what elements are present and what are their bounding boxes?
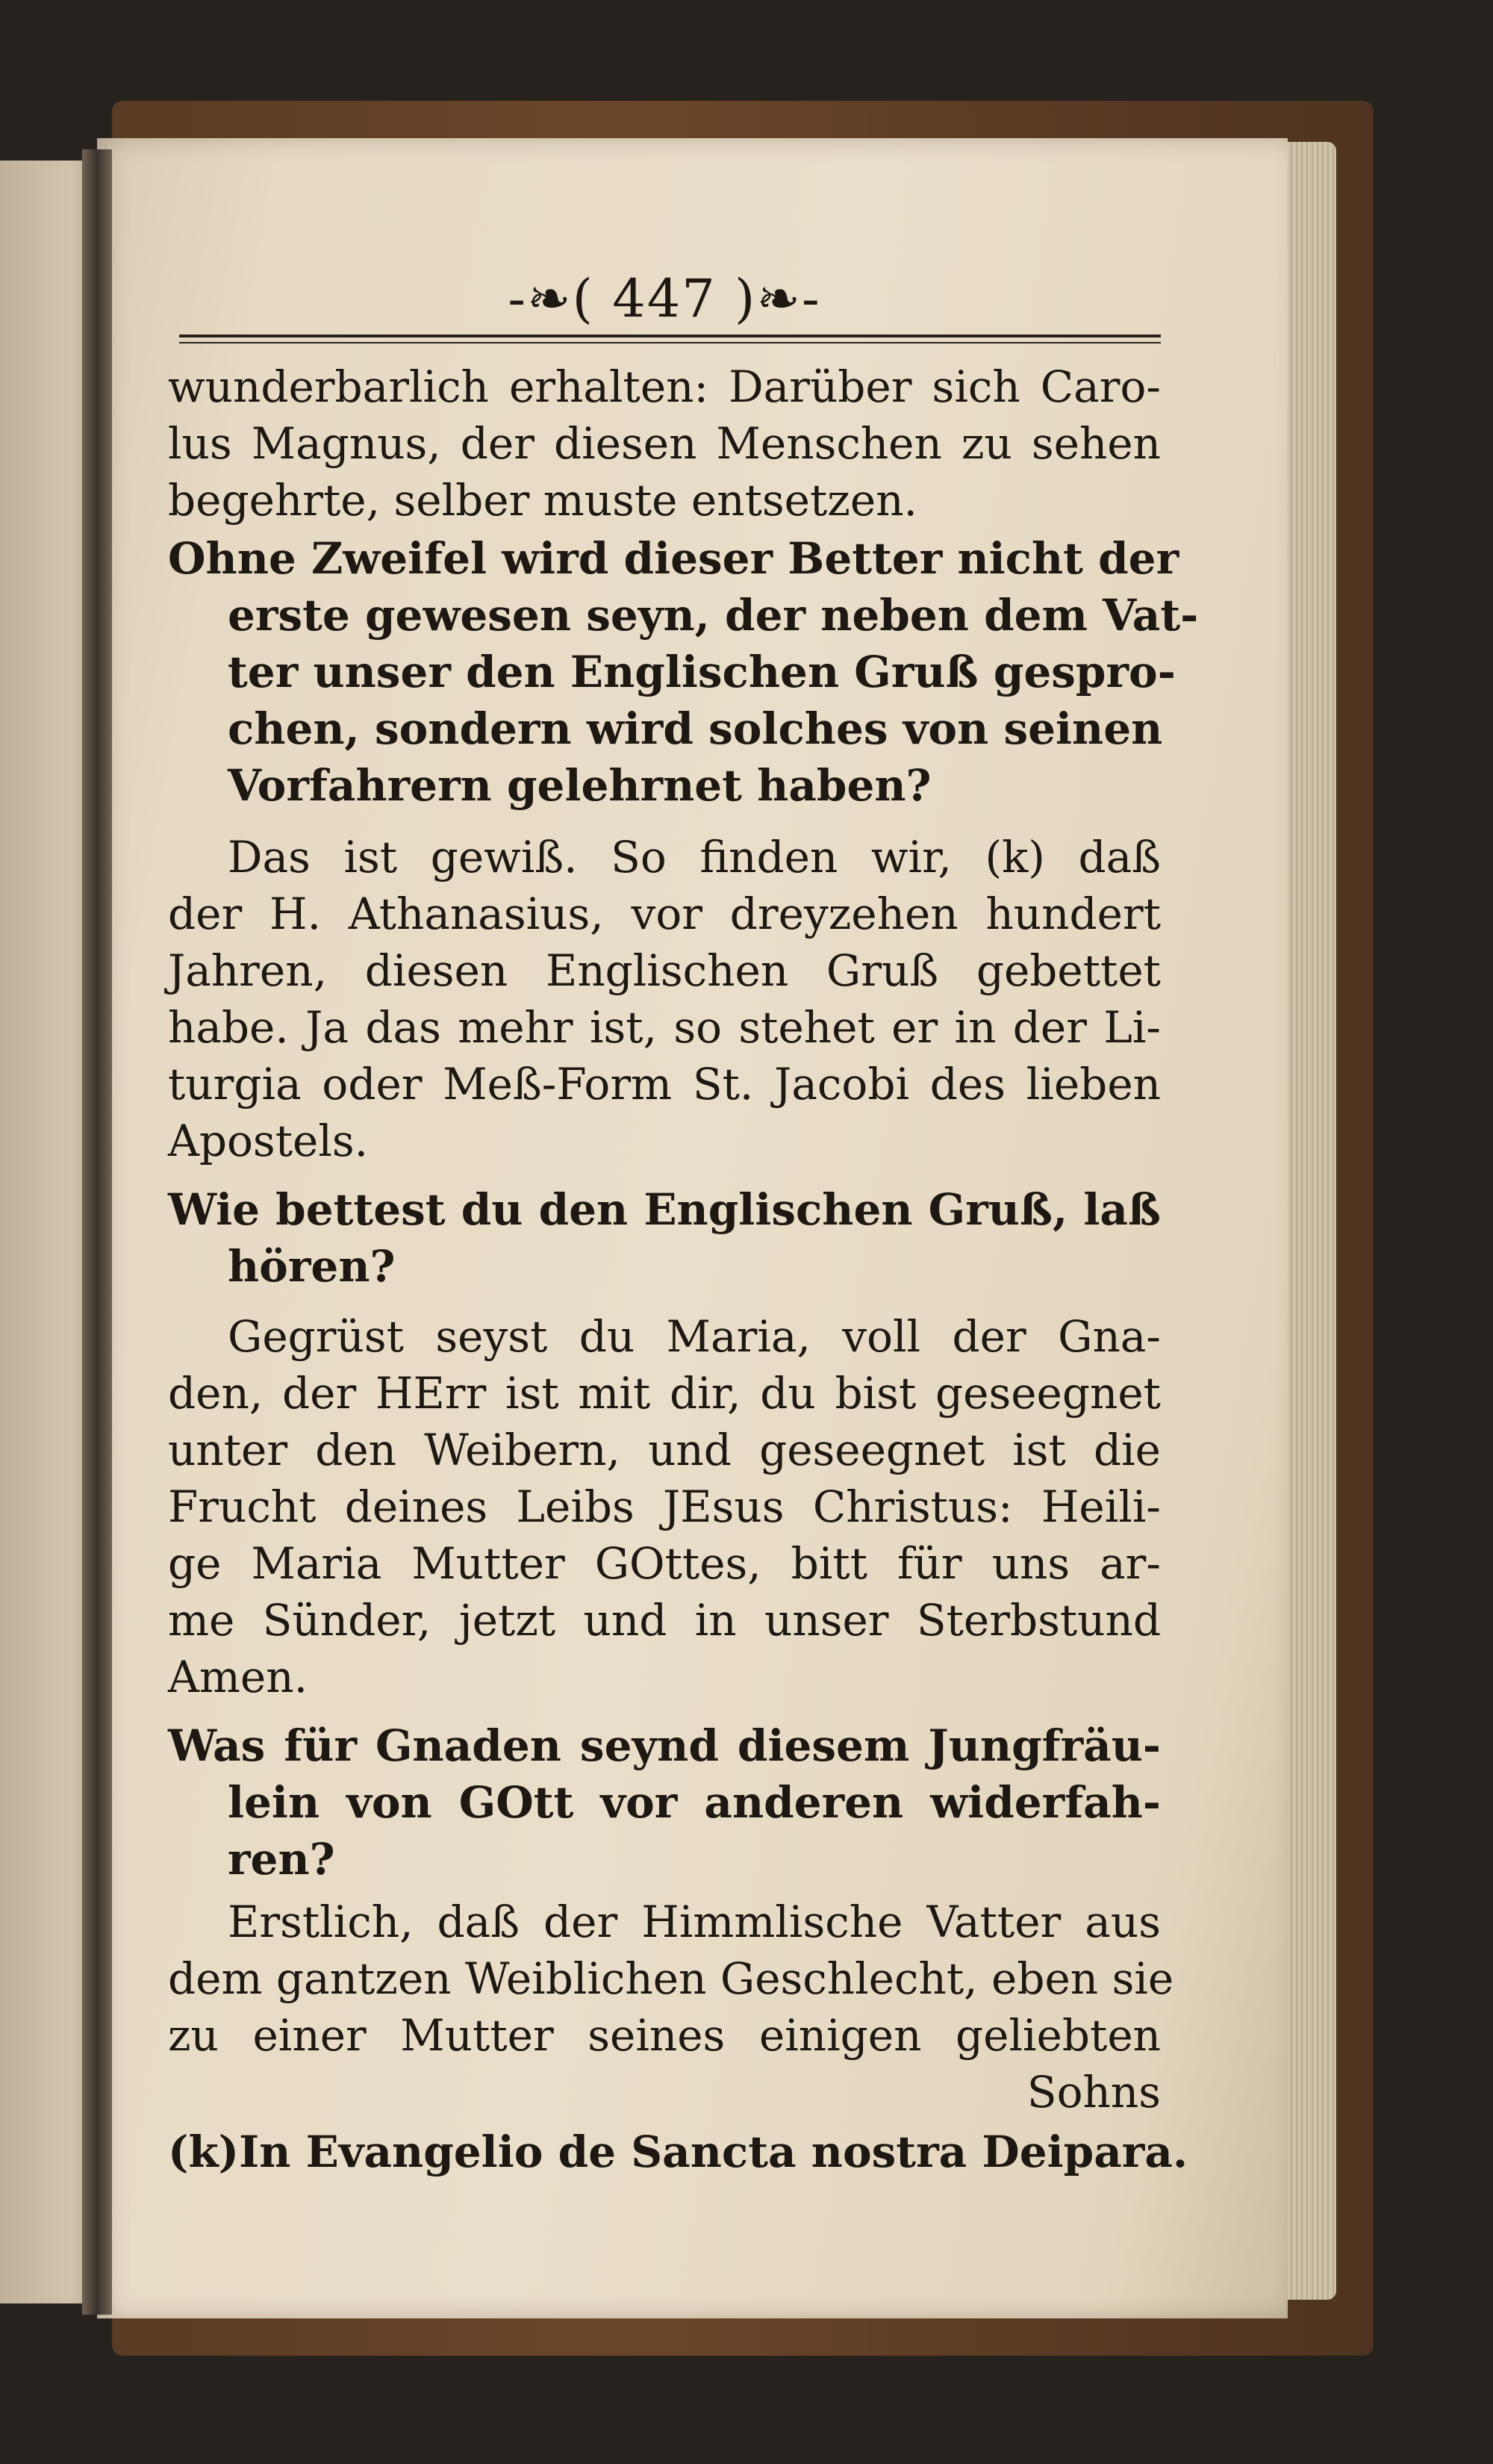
text-line: turgia oder Meß-Form St. Jacobi des lieben [168,1059,1161,1110]
question-line: ter unser den Englischen Gruß gespro- [228,647,1176,697]
text-line: begehrte, selber muste entsetzen. [168,475,917,526]
text-line: unter den Weibern, und geseegnet ist die [168,1425,1161,1475]
question-line: erste gewesen seyn, der neben dem Vat- [228,590,1199,641]
question-line: Wie bettest du den Englischen Gruß, laß [168,1184,1161,1235]
text-line: lus Magnus, der diesen Menschen zu sehen [168,418,1161,469]
page-number: -❧( 447 )❧- [508,268,821,329]
question-line: Ohne Zweifel wird dieser Better nicht der [168,533,1179,584]
text-line: me Sünder, jetzt und in unser Sterbstund [168,1595,1161,1646]
question-line: chen, sondern wird solches von seinen [228,703,1163,754]
header-rule [179,335,1161,343]
text-line: Apostels. [168,1116,369,1166]
text-line: wunderbarlich erhalten: Darüber sich Caro- [168,361,1161,412]
text-line: ge Maria Mutter GOttes, bitt für uns ar- [168,1538,1161,1589]
text-line: Gegrüst seyst du Maria, voll der Gna- [228,1311,1161,1362]
text-line: habe. Ja das mehr ist, so stehet er in der Li- [168,1002,1161,1053]
footnote: (k)In Evangelio de Sancta nostra Deipara. [168,2127,1188,2177]
page-header [168,258,1161,340]
text-line: Frucht deines Leibs JEsus Christus: Heili- [168,1481,1161,1532]
text-line: der H. Athanasius, vor dreyzehen hundert [168,889,1161,939]
text-line: Jahren, diesen Englischen Gruß gebettet [168,945,1161,996]
text-line: den, der HErr ist mit dir, du bist geseegnet [168,1368,1161,1419]
text-line: zu einer Mutter seines einigen geliebten [168,2010,1161,2061]
text-line: Amen. [168,1652,308,1702]
text-line: dem gantzen Weiblichen Geschlecht, eben sie [168,1953,1174,2004]
text-line: Erstlich, daß der Himmlische Vatter aus [228,1897,1161,1947]
text-line: Das ist gewiß. So finden wir, (k) daß [228,832,1161,883]
book-gutter [82,149,112,2315]
catchword: Sohns [1026,2067,1161,2118]
question-line: lein von GOtt vor anderen widerfah- [228,1777,1161,1828]
question-line: Vorfahrern gelehrnet haben? [228,760,932,811]
question-line: Was für Gnaden seynd diesem Jungfräu- [168,1720,1161,1771]
question-line: hören? [228,1241,396,1292]
question-line: ren? [228,1834,335,1885]
